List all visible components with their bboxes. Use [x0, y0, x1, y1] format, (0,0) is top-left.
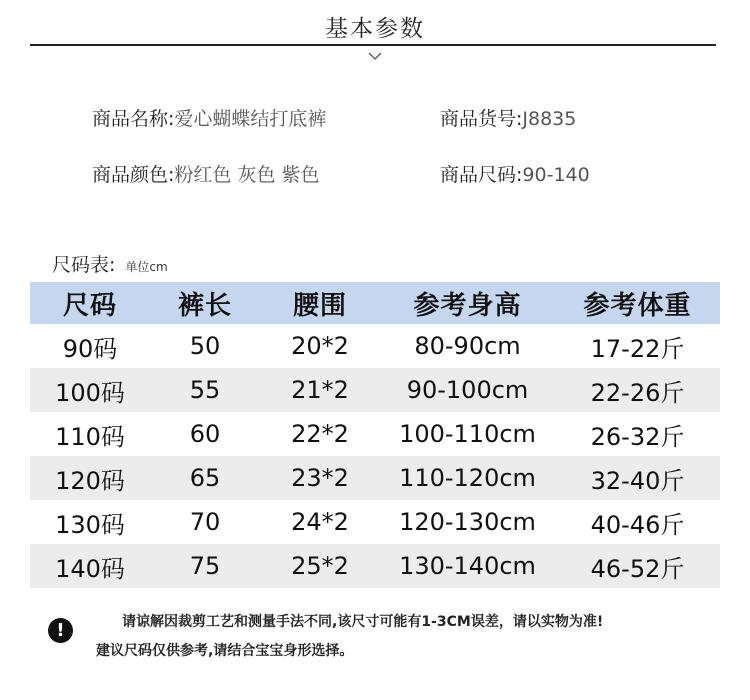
cell-ref-height: 130-140cm: [380, 544, 555, 588]
product-name-row: [92, 104, 326, 131]
cell-size: 110码: [55, 422, 125, 451]
table-row: [30, 324, 720, 368]
cell-waist: 25*2: [260, 544, 380, 588]
cell-ref-height: 90-100cm: [380, 368, 555, 412]
cell-pants-length: 65: [150, 456, 260, 500]
cell-ref-weight: 46-52斤: [555, 544, 720, 588]
product-name-label: 商品名称:: [92, 108, 175, 130]
product-name-value: 爱心蝴蝶结打底裤: [174, 108, 327, 130]
table-row: [30, 412, 720, 456]
cell-ref-weight: 22-26斤: [555, 368, 720, 412]
cell-size: 130码: [55, 510, 125, 539]
cell-pants-length: 75: [150, 544, 260, 588]
cell-waist: 23*2: [260, 456, 380, 500]
exclamation-icon: !: [48, 618, 73, 643]
cell-size: 90码: [62, 334, 118, 363]
cell-waist: 22*2: [291, 420, 349, 448]
title-divider: [30, 44, 716, 46]
product-color-label: 商品颜色:: [92, 164, 175, 186]
header-ref-height: 参考身高: [380, 282, 555, 324]
table-header-row: [30, 282, 720, 324]
notice-line-2: 建议尺码仅供参考,请结合宝宝身形选择。: [96, 643, 354, 659]
size-chart-caption: [52, 250, 168, 277]
cell-pants-length: 55: [150, 368, 260, 412]
cell-waist: 24*2: [291, 508, 349, 536]
chevron-down-icon: [368, 52, 382, 61]
product-code-value: J8835: [522, 108, 577, 130]
table-row: [30, 500, 720, 544]
notice-line-1: 请谅解因裁剪工艺和测量手法不同,该尺寸可能有1-3CM误差，请以实物为准!: [122, 614, 604, 630]
cell-pants-length: 60: [189, 420, 221, 448]
header-size: 尺码: [30, 282, 150, 324]
table-row: [30, 456, 720, 500]
cell-pants-length: 70: [189, 508, 221, 536]
cell-ref-height: 120-130cm: [399, 508, 536, 536]
header-ref-weight: 参考体重: [555, 282, 720, 324]
section-title: 基本参数: [325, 16, 425, 42]
cell-ref-height: 100-110cm: [399, 420, 536, 448]
cell-ref-weight: 17-22斤: [590, 334, 685, 363]
cell-size: 120码: [30, 456, 150, 500]
product-size-value: 90-140: [522, 164, 590, 186]
product-code-label: 商品货号:: [440, 108, 523, 130]
cell-waist: 21*2: [260, 368, 380, 412]
cell-ref-height: 110-120cm: [380, 456, 555, 500]
table-row: [30, 544, 720, 588]
product-size-label: 商品尺码:: [440, 164, 523, 186]
header-waist: 腰围: [260, 282, 380, 324]
cell-size: 100码: [30, 368, 150, 412]
cell-ref-weight: 26-32斤: [590, 422, 685, 451]
cell-ref-height: 80-90cm: [414, 332, 521, 360]
size-chart-unit: 单位cm: [125, 260, 168, 274]
cell-pants-length: 50: [189, 332, 221, 360]
cell-ref-weight: 40-46斤: [590, 510, 685, 539]
size-chart-title: 尺码表:: [52, 254, 116, 276]
cell-size: 140码: [30, 544, 150, 588]
product-color-row: [92, 160, 320, 187]
product-color-value: 粉红色 灰色 紫色: [174, 164, 320, 186]
cell-waist: 20*2: [291, 332, 349, 360]
product-code-row: [440, 104, 576, 131]
header-pants-length: 裤长: [150, 282, 260, 324]
cell-ref-weight: 32-40斤: [555, 456, 720, 500]
table-row: [30, 368, 720, 412]
size-chart-table: [30, 282, 720, 588]
product-size-row: [440, 160, 590, 187]
